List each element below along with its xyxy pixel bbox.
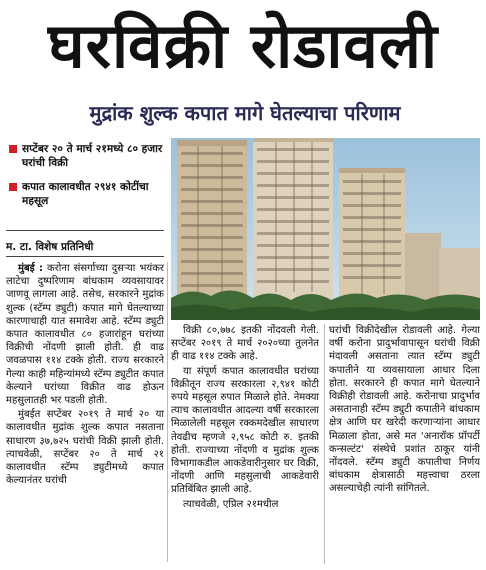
subheadline: मुद्रांक शुल्क कपात मागे घेतल्याचा परिणाम — [89, 101, 401, 125]
highlight-item — [6, 180, 164, 208]
article-column-3 — [329, 324, 480, 564]
headline: घरविक्री रोडावली — [48, 9, 438, 82]
square-bullet-icon — [9, 145, 17, 153]
highlights-box — [6, 142, 164, 208]
article-column-1 — [6, 262, 164, 562]
paragraph: त्याचवेळी, एप्रिल २१मधील — [183, 498, 279, 510]
paragraph: या संपूर्ण कपात कालावधीत घरांच्या विक्रीतून राज्य सरकारला २,९४१ कोटी रुपये महसूल रुपात मिळाले होते. नेमक्या त्याच कालावधीत आदल्या वर्षी सरकारला मिळालेली महसूल रक्कमदेखील साधारण तेवढीच म्हणजे २,९५८ कोटी रु. इतकी होती. राज्याच्या नोंदणी व मुद्रांक शुल्क विभागाकडील आकडेवारीनुसार घर विक्री, नोंदणी आणि महसुलाची आकडेवारी प्रतिबिंबित झाली आहे. — [171, 365, 319, 496]
buildings-illustration — [171, 138, 480, 320]
paragraph: विक्री ८०,७७८ इतकी नोंदवली गेली. सप्टेंबर २०१९ ते मार्च २०२०च्या तुलनेत ही वाढ ११४ टक्के आहे. — [171, 325, 319, 363]
highlight-item — [6, 142, 164, 170]
dateline: मुंबई : — [18, 263, 43, 274]
square-bullet-icon — [9, 183, 17, 191]
paragraph-text: करोना संसर्गाच्या दुसऱ्या भयंकर लाटेचा दुष्परिणाम बांधकाम व्यवसायावर जाणवू लागला आहे. तसेच, सरकारने मुद्रांक शुल्क (स्टॅम्प ड्युटी) कपात मागे घेतल्याच्या कारणाचाही यात समावेश आहे. स्टॅम्प ड्युटी कपात कालावधीत ८० हजारांहून घरांच्या विक्रीची नोंदणी झाली होती. ही वाढ जवळपास ११४ टक्के होती. राज्य सरकारने गेल्या काही महिन्यांमध्ये स्टॅम्प ड्युटीत कपात केल्याने घरांच्या विक्रीत वाढ होऊन महसुलातही भर पडली होती. — [6, 263, 164, 407]
highlight-text: सप्टेंबर २० ते मार्च २१मध्ये ८० हजार घरांची विक्री — [22, 143, 163, 169]
column-divider — [324, 324, 325, 564]
highlight-text: कपात कालावधीत २९४१ कोटींचा महसूल — [22, 181, 149, 207]
column-divider — [167, 262, 168, 562]
paragraph: घरांची विक्रीदेखील रोडावली आहे. गेल्या वर्षी करोना प्रादुर्भावापासून घरांची विक्री मंदावली असताना त्यात स्टॅम्प ड्युटी कपातीने या व्यवसायाला आधार दिला होता. सरकारने ही कपात मागे घेतल्याने विक्रीही रोडावली आहे. करोनाचा प्रादुर्भाव असतानाही स्टॅम्प ड्युटी कपातीने बांधकाम क्षेत्र आणि घर खरेदी करणाऱ्यांना आधार मिळाला होता, असे मत 'अनारॉक प्रॉपर्टी कन्सल्टंट' संस्थेचे प्रशांत ठाकूर यांनी नोंदवले. स्टॅम्प ड्युटी कपातीचा निर्णय बांधकाम क्षेत्रासाठी महत्त्वाचा ठरला असल्याचेही त्यांनी सांगितले. — [329, 325, 480, 495]
byline: म. टा. विशेष प्रतिनिधी — [6, 241, 94, 253]
divider-rule — [6, 256, 164, 257]
article-column-2 — [171, 324, 319, 564]
divider-rule — [6, 230, 164, 231]
paragraph — [6, 262, 164, 407]
article-photo — [171, 138, 480, 320]
paragraph: मुंबईत सप्टेंबर २०१९ ते मार्च २० या कालावधीत मुद्रांक शुल्क कपात नसताना साधारण ३७,७२५ घरांची विक्री झाली होती. त्याचवेळी, सप्टेंबर २० ते मार्च २१ कालावधीत स्टॅम्प ड्युटीमध्ये कपात केल्यानंतर घरांची — [6, 409, 164, 487]
